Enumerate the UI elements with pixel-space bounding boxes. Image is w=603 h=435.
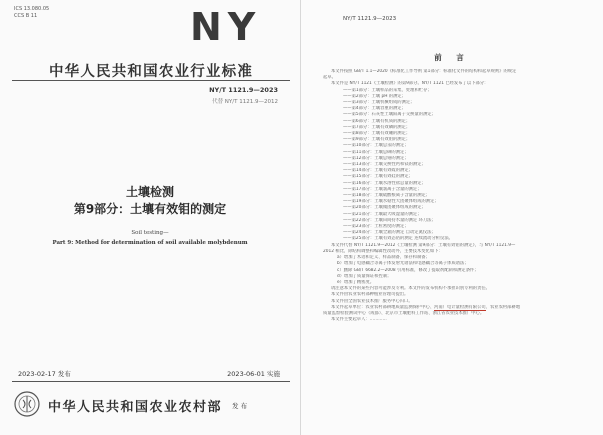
foreword-line: 本文件主要起草人：………… <box>331 317 387 323</box>
foreword-line: d）增加了质量保证和控制； <box>337 273 392 279</box>
foreword-line: e）增加了精密度。 <box>337 279 375 285</box>
foreword-line: ——第4部分：土壤容重的测定； <box>343 106 406 112</box>
bottom-divider <box>12 381 290 382</box>
foreword-line: 本文件由全国农业技术推广服务中心归口。 <box>331 298 413 304</box>
foreword-line: ——第5部分：石灰性土壤阳离子交换量的测定； <box>343 112 436 118</box>
standard-category-title: 中华人民共和国农业行业标准 <box>48 64 254 80</box>
document-title-en-part: Part 9: Method for determination of soil available molybdenum <box>52 240 248 246</box>
foreword-line: ——第8部分：土壤有效硼的测定； <box>343 131 411 137</box>
foreword-body <box>323 69 593 323</box>
foreword-line: 请注意本文件的某些内容可能涉及专利。本文件的发布机构不承担识别专利的责任。 <box>331 286 490 292</box>
top-divider <box>12 80 290 81</box>
foreword-line: 本文件由农业农村部种植业管理司提出。 <box>331 292 409 298</box>
highlighted-organization: 河南广电计量检测有限公司 <box>434 304 486 310</box>
ministry-emblem-icon <box>14 391 40 417</box>
implementation-date: 2023-06-01 实施 <box>227 370 280 378</box>
foreword-line: ——第19部分：土壤水稳性大团聚体组成的测定； <box>343 199 439 205</box>
foreword-line: ——第25部分：土壤有效态钴的测定 连续流动分析仪法。 <box>343 236 453 242</box>
foreword-line: ——第17部分：土壤氯离子含量的测定； <box>343 186 422 192</box>
foreword-line: ——第12部分：土壤总铬的测定； <box>343 155 409 161</box>
issue-date: 2023-02-17 发布 <box>18 370 71 378</box>
running-header: NY/T 1121.9—2023 <box>343 16 397 22</box>
foreword-line-text: 、农业农村部耕地 <box>485 304 521 310</box>
publish-label: 发 布 <box>232 402 248 410</box>
foreword-line: ——第2部分：土壤 pH 的测定； <box>343 93 406 99</box>
ny-standard-logo: NY <box>190 5 262 49</box>
foreword-line: b）增加了电感耦合等离子体发射光谱法和电感耦合等离子体质谱法； <box>337 261 469 267</box>
document-title-cn-main: 土壤检测 <box>125 185 174 199</box>
foreword-line: ——第16部分：土壤水溶性盐总量的测定； <box>343 180 426 186</box>
replaces-standard: 代替 NY/T 1121.9—2012 <box>212 99 278 105</box>
document-title-cn-part: 第9部分：土壤有效钼的测定 <box>73 202 227 216</box>
foreword-line: ——第9部分：土壤有效钼的测定； <box>343 137 411 143</box>
foreword-line: 质量监督检验测试中心（成都）、北京市土壤肥料工作站、浙江省农业技术推广中心。 <box>323 310 485 316</box>
ics-code: ICS 13.080.05 <box>14 6 50 12</box>
foreword-line: ——第20部分：土壤微团聚体组成的测定； <box>343 205 426 211</box>
foreword-line: ——第13部分：土壤交换性钙和镁的测定； <box>343 162 426 168</box>
foreword-line: c）删除 GB/T 6682.2—2008 引用标准，修改了提取剂配制和测定条件； <box>337 267 479 273</box>
foreword-line: ——第24部分：土壤全氮的测定 自动定氮仪法； <box>343 230 436 236</box>
foreword-line: ——第7部分：土壤有效磷的测定； <box>343 124 411 130</box>
foreword-line: ——第1部分：土壤样品的采集、处理和贮存； <box>343 87 432 93</box>
foreword-line: 本文件代替 NY/T 1121.9—2012《土壤检测 第9部分：土壤有效钼的测定》，与 NY/T 1121.9— <box>331 242 516 248</box>
issuing-ministry: 中华人民共和国农业农村部 <box>48 400 223 415</box>
foreword-line: ——第18部分：土壤硫酸根离子含量的测定； <box>343 193 431 199</box>
ccs-code: CCS B 11 <box>14 13 38 19</box>
foreword-line: 本文件按照 GB/T 1.1—2020《标准化工作导则 第1部分：标准化文件的结构和起草规则》的规定 <box>331 69 517 74</box>
foreword-line: ——第6部分：土壤有机质的测定； <box>343 118 411 124</box>
foreword-line: ——第23部分：土粒密度的测定； <box>343 224 409 230</box>
classification-codes <box>14 6 49 20</box>
foreword-page <box>301 0 603 435</box>
foreword-line: ——第11部分：土壤总砷的测定； <box>343 149 409 155</box>
cover-page <box>0 0 301 435</box>
foreword-title: 前 言 <box>434 53 470 62</box>
foreword-line: 本文件是 NY/T 1121《土壤检测》的第9部分。NY/T 1121 已经发布了以下部分： <box>331 81 489 87</box>
foreword-line: ——第22部分：土壤田间持水量的测定 环刀法； <box>343 217 436 223</box>
foreword-line: ——第3部分：土壤机械组成的测定； <box>343 100 415 106</box>
foreword-line: ——第10部分：土壤总汞的测定； <box>343 143 409 149</box>
document-title-en-main: Soil testing— <box>131 230 169 236</box>
standard-number: NY/T 1121.9—2023 <box>209 86 278 94</box>
foreword-line: 2012 相比，除结构调整和编辑性改动外，主要技术变化如下： <box>323 248 443 254</box>
foreword-line: a）增加了术语和定义、样品制备、保存和制备； <box>337 255 430 261</box>
foreword-line: ——第15部分：土壤有效硅的测定； <box>343 174 413 180</box>
foreword-line: ——第21部分：土壤最大吸湿量的测定； <box>343 211 422 217</box>
foreword-line: ——第14部分：土壤有效硫的测定； <box>343 168 413 174</box>
foreword-line: 起草。 <box>323 75 336 81</box>
foreword-line-text: 本文件起草单位：农业农村部耕地质量监测保护中心、 <box>331 304 435 310</box>
